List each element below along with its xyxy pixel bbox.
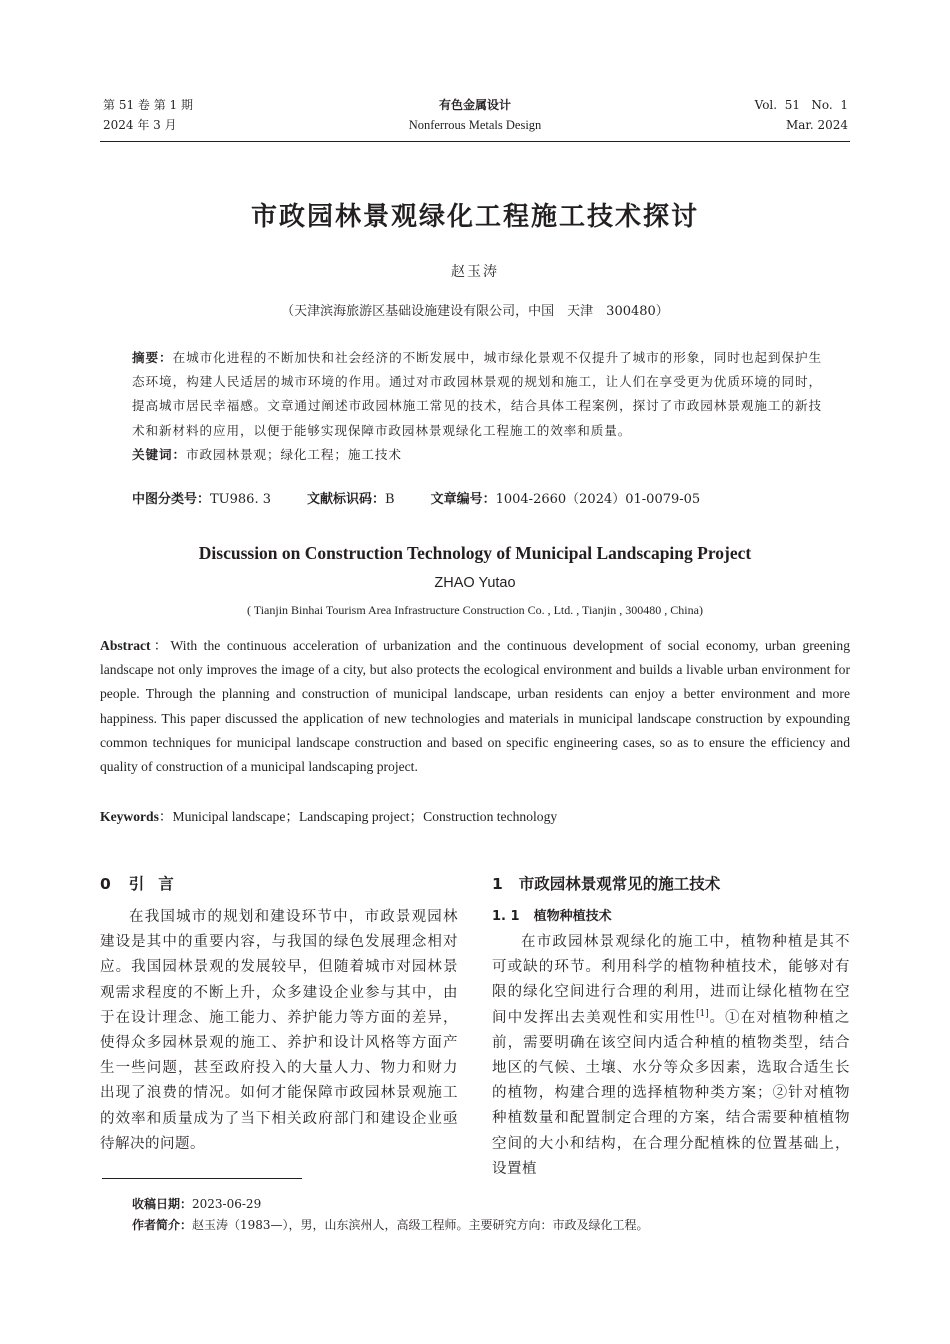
date-en: Mar. 2024 xyxy=(785,118,848,132)
right-column xyxy=(492,930,850,1182)
title-en: Discussion on Construction Technology of Municipal Landscaping Project xyxy=(198,543,752,563)
author-bio: 赵玉涛（1983—），男，山东滨州人，高级工程师。主要研究方向：市政及绿化工程。 xyxy=(192,1218,649,1232)
classification-line xyxy=(132,489,700,511)
section-1-1-paragraph xyxy=(492,930,850,1182)
journal-name-en: Nonferrous Metals Design xyxy=(408,118,542,132)
section-0-title: 引言 xyxy=(128,875,188,893)
keywords-en: Municipal landscape；Landscaping project；Construction technology xyxy=(172,809,558,824)
left-column xyxy=(100,905,458,1157)
author-en: ZHAO Yutao xyxy=(434,575,516,591)
date-cn: 2024 年 3 月 xyxy=(103,118,177,132)
received-date: 2023-06-29 xyxy=(192,1197,262,1211)
volume-issue-en: Vol. 51 No. 1 xyxy=(754,98,848,112)
citation-1: [1] xyxy=(696,1008,709,1019)
subsection-1-1-number: 1. 1 xyxy=(492,909,520,924)
keywords-en-label: Keywords xyxy=(100,809,159,824)
section-0-heading xyxy=(100,872,188,894)
keywords-cn: 市政园林景观；绿化工程；施工技术 xyxy=(185,446,402,462)
volume-issue-cn: 第 51 卷 第 1 期 xyxy=(103,98,193,112)
subsection-1-1-title: 植物种植技术 xyxy=(533,909,612,924)
article-no-value: 1004-2660（2024）01-0079-05 xyxy=(495,492,701,507)
footnote-author xyxy=(132,1214,649,1236)
article-no-label: 文章编号： xyxy=(430,492,496,507)
section-1-heading xyxy=(492,872,720,894)
doc-code-label: 文献标识码： xyxy=(307,492,386,507)
paragraph-part1: 在市政园林景观绿化的施工中，植物种植是其不可或缺的环节。利用科学的植物种植技术，能够对有限的绿化空间进行合理的利用，进而让绿化植物在空间中发挥出去美观性和实用性 xyxy=(492,934,850,1026)
keywords-en-line xyxy=(100,805,557,829)
footnote-received xyxy=(132,1193,261,1215)
abstract-en-colon: ： xyxy=(150,638,171,653)
footnote-rule xyxy=(102,1178,302,1179)
header-rule xyxy=(100,141,850,142)
section-1-title: 市政园林景观常见的施工技术 xyxy=(518,875,721,893)
abstract-en xyxy=(100,634,850,779)
received-label: 收稿日期： xyxy=(132,1197,193,1211)
clc-label: 中图分类号： xyxy=(132,492,211,507)
paragraph-part2: 。①在对植物种植之前，需要明确在该空间内适合种植的植物类型，结合地区的气候、土壤、水分等众多因素，选取合适生长的植物，构建合理的选择植物种类方案；②针对植物种植数量和配置制定合理的方案，结合需要种植植物空间的大小和结构，在合理分配植株的位置基础上，设置植 xyxy=(492,1009,851,1177)
author-cn: 赵玉涛 xyxy=(451,264,499,280)
doc-code-value: B xyxy=(385,492,395,507)
section-0-paragraph: 在我国城市的规划和建设环节中，市政景观园林建设是其中的重要内容，与我国的绿色发展理念相对应。我国园林景观的发展较早，但随着城市对园林景观需求程度的不断上升，众多建设企业参与其中，由于在设计理念、施工能力、养护能力等方面的差异，使得众多园林景观的施工、养护和设计风格等方面产生一些问题，甚至政府投入的大量人力、物力和财力出现了浪费的情况。如何才能保障市政园林景观施工的效率和质量成为了当下相关政府部门和建设企业亟待解决的问题。 xyxy=(100,909,458,1152)
subsection-1-1-heading xyxy=(492,905,612,924)
affiliation-en: ( Tianjin Binhai Tourism Area Infrastructure Construction Co. , Ltd. , Tianjin , 300480 , China) xyxy=(247,603,703,617)
clc-value: TU986. 3 xyxy=(210,492,271,507)
journal-name-cn: 有色金属设计 xyxy=(438,98,511,112)
keywords-en-colon: ： xyxy=(158,809,173,824)
section-1-number: 1 xyxy=(492,875,503,893)
section-0-number: 0 xyxy=(100,875,111,893)
abstract-cn-text: 在城市化进程的不断加快和社会经济的不断发展中，城市绿化景观不仅提升了城市的形象，同时也起到保护生态环境，构建人民适居的城市环境的作用。通过对市政园林景观的规划和施工，让人们在享受更为优质环境的同时，提高城市居民幸福感。文章通过阐述市政园林施工常见的技术，结合具体工程案例，探讨了市政园林景观施工的新技术和新材料的应用，以便于能够实现保障市政园林景观绿化工程施工的效率和质量。 xyxy=(132,350,822,438)
keywords-cn-label: 关键词： xyxy=(132,446,186,462)
abstract-en-text: With the continuous acceleration of urbanization and the continuous development of social economy, urban greening landscape not only improves the image of a city, but also protects the ecological environment and builds a livable urban environment for people. Through the planning and construction of municipal landscape, urban residents can enjoy a better environment and more happiness. This paper discussed the application of new technologies and materials in municipal landscape construction by expounding common techniques for municipal landscape construction and based on specific engineering cases, so as to ensure the efficiency and quality of construction of a municipal landscaping project. xyxy=(100,638,851,775)
affiliation-cn: （天津滨海旅游区基础设施建设有限公司，中国 天津 300480） xyxy=(281,304,669,319)
abstract-en-label: Abstract xyxy=(100,638,151,653)
abstract-cn xyxy=(132,346,822,467)
author-bio-label: 作者简介： xyxy=(132,1218,193,1232)
header-right xyxy=(755,95,848,135)
title-cn: 市政园林景观绿化工程施工技术探讨 xyxy=(250,202,699,232)
abstract-cn-label: 摘要： xyxy=(132,350,173,365)
